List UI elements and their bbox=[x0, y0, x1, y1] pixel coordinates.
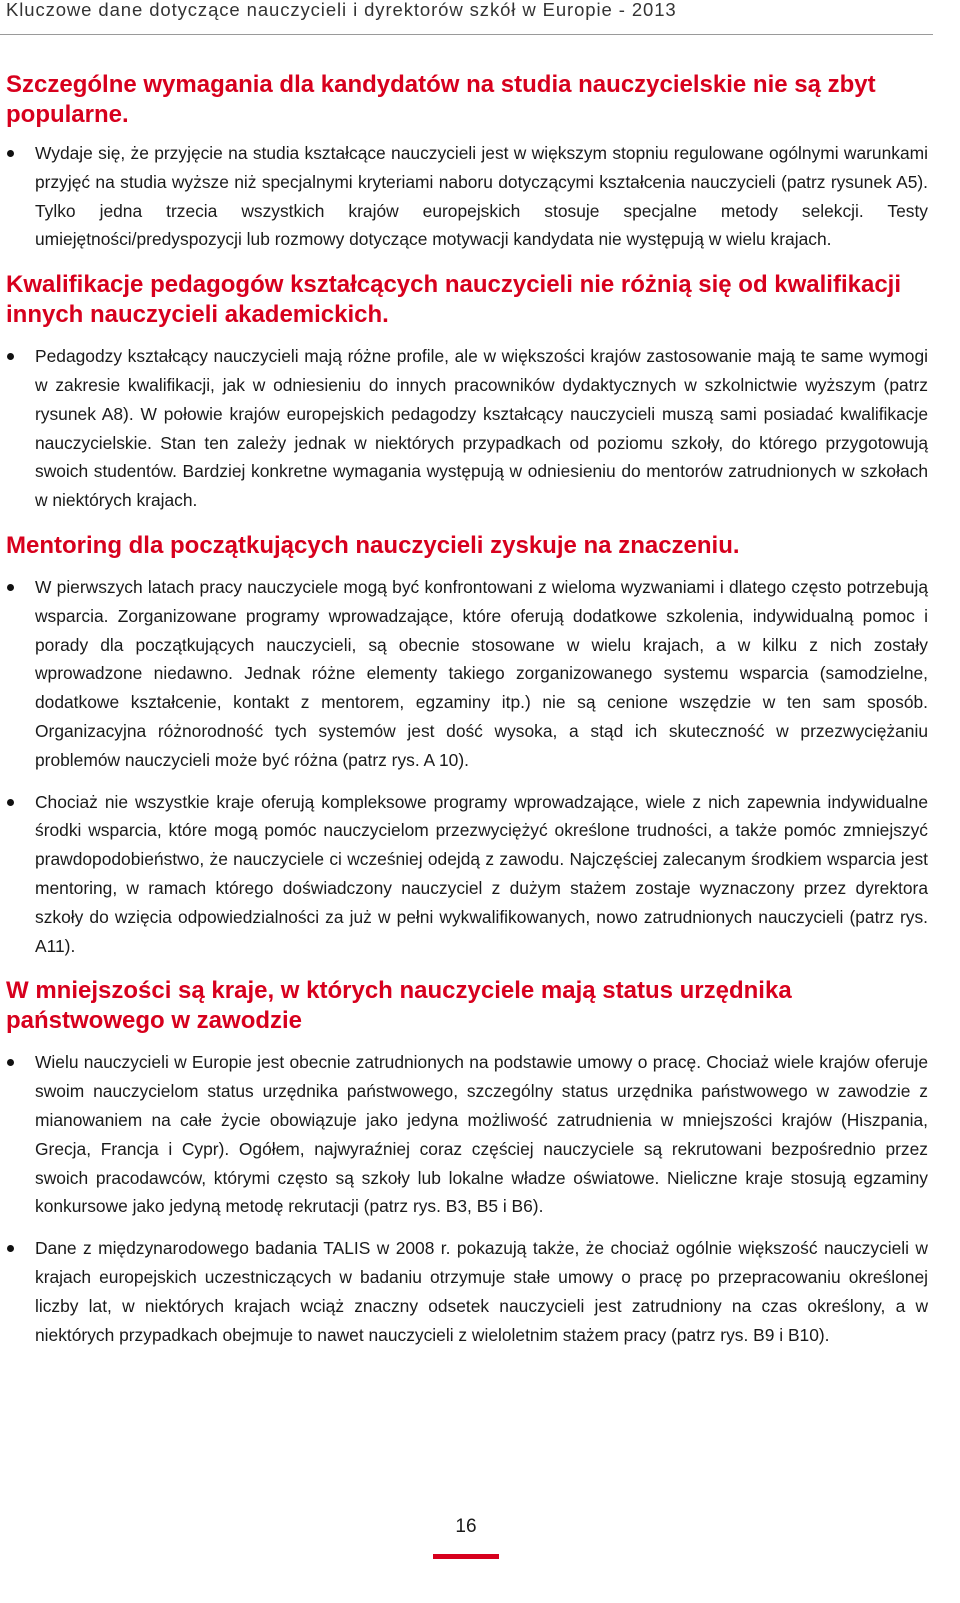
bullet-list bbox=[6, 573, 928, 960]
header-divider bbox=[0, 34, 933, 35]
section-heading: Mentoring dla początkujących nauczycieli zyskuje na znaczeniu. bbox=[6, 531, 740, 559]
page-number-underline bbox=[433, 1554, 499, 1559]
bullet-text: Dane z międzynarodowego badania TALIS w 2008 r. pokazują także, że chociaż ogólnie większość nauczycieli w krajach europejskich uczestniczących w badaniu otrzymuje stałe umowy o pracę po przepracowaniu określonej liczby lat, w niektórych krajach wciąż znaczny odsetek nauczycieli jest zatrudniony na czas określony, a w niektórych przypadkach obejmuje to nawet nauczycieli z wieloletnim stażem pracy (patrz rys. B9 i B10). bbox=[35, 1238, 928, 1345]
bullet-icon bbox=[7, 353, 14, 360]
bullet-item bbox=[6, 139, 928, 254]
bullet-item bbox=[6, 1234, 928, 1349]
section-heading: Szczególne wymagania dla kandydatów na studia nauczycielskie nie są zbyt popularne. bbox=[6, 71, 876, 128]
bullet-text: Chociaż nie wszystkie kraje oferują kompleksowe programy wprowadzające, wiele z nich zapewnia indywidualne środki wsparcia, które mogą pomóc nauczycielom przezwyciężyć określone trudności, a także pomóc zmniejszyć prawdopodobieństwo, że nauczyciele ci wcześniej odejdą z zawodu. Najczęściej zalecanym środkiem wsparcia jest mentoring, w ramach którego doświadczony nauczyciel z dużym stażem zostaje wyznaczony przez dyrektora szkoły do wzięcia odpowiedzialności za już w pełni wykwalifikowanych, nowo zatrudnionych nauczycieli (patrz rys. A11). bbox=[35, 791, 928, 956]
bullet-icon bbox=[7, 799, 14, 806]
section-teacher-educator-qualifications bbox=[6, 270, 928, 515]
bullet-icon bbox=[7, 150, 14, 157]
bullet-text: Wydaje się, że przyjęcie na studia kształcące nauczycieli jest w większym stopniu regulowane ogólnymi warunkami przyjęć na studia wyższe niż specjalnymi kryteriami naboru dotyczącymi kształcenia nauczycieli (patrz rysunek A5). Tylko jedna trzecia wszystkich krajów europejskich stosuje specjalne metody selekcji. Testy umiejętności/predyspozycji lub rozmowy dotyczące motywacji kandydata nie występują w wielu krajach. bbox=[35, 143, 928, 250]
bullet-item bbox=[6, 342, 928, 515]
bullet-item bbox=[6, 788, 928, 961]
bullet-item bbox=[6, 1048, 928, 1221]
bullet-text: Pedagodzy kształcący nauczycieli mają różne profile, ale w większości krajów zastosowanie mają te same wymogi w zakresie kwalifikacji, jak w odniesieniu do innych pracowników dydaktycznych w szkolnictwie wyższym (patrz rysunek A8). W połowie krajów europejskich pedagodzy kształcący nauczycieli muszą sami posiadać kwalifikacje nauczycielskie. Stan ten zależy jednak w niektórych przypadkach od poziomu szkoły, do którego przygotowują swoich studentów. Bardziej konkretne wymagania występują w odniesieniu do mentorów zatrudnionych w szkołach w niektórych krajach. bbox=[35, 346, 928, 511]
bullet-list bbox=[6, 139, 928, 254]
bullet-icon bbox=[7, 584, 14, 591]
bullet-icon bbox=[7, 1245, 14, 1252]
running-header-title: Kluczowe dane dotyczące nauczycieli i dyrektorów szkół w Europie - 2013 bbox=[6, 0, 677, 20]
section-civil-servant-status bbox=[6, 976, 928, 1349]
bullet-list bbox=[6, 1048, 928, 1349]
bullet-item bbox=[6, 573, 928, 775]
bullet-text: Wielu nauczycieli w Europie jest obecnie zatrudnionych na podstawie umowy o pracę. Chociaż wiele krajów oferuje swoim nauczycielom status urzędnika państwowego, szczególny status urzędnika państwowego w zawodzie z mianowaniem na całe życie obowiązuje jako jedyna możliwość zatrudnienia w mniejszości krajów (Hiszpania, Grecja, Francja i Cypr). Ogółem, najwyraźniej coraz częściej nauczyciele są rekrutowani bezpośrednio przez swoich pracodawców, którymi często są szkoły lub lokalne władze oświatowe. Nieliczne kraje stosują egzaminy konkursowe jako jedyną metodę rekrutacji (patrz rys. B3, B5 i B6). bbox=[35, 1052, 928, 1217]
bullet-icon bbox=[7, 1059, 14, 1066]
section-heading: W mniejszości są kraje, w których nauczyciele mają status urzędnika państwowego w zawodzie bbox=[6, 977, 792, 1035]
page-number: 16 bbox=[455, 1516, 477, 1537]
page-content bbox=[6, 70, 928, 1349]
bullet-text: W pierwszych latach pracy nauczyciele mogą być konfrontowani z wieloma wyzwaniami i dlatego często potrzebują wsparcia. Zorganizowane programy wprowadzające, które oferują dodatkowe szkolenia, indywidualną pomoc i porady dla początkujących nauczycieli, są obecnie stosowane w wielu krajach, a w kilku z nich zostały wprowadzone niedawno. Jednak różne elementy takiego zorganizowanego systemu wsparcia (samodzielne, dodatkowe kształcenie, kontakt z mentorem, egzaminy itp.) nie są cenione wszędzie w ten sam sposób. Organizacyjna różnorodność tych systemów jest dość wysoka, a stąd ich skuteczność w przezwyciężaniu problemów nauczycieli może być różna (patrz rys. A 10). bbox=[35, 576, 928, 770]
section-admission-requirements bbox=[6, 70, 928, 254]
bullet-list bbox=[6, 342, 928, 515]
section-mentoring bbox=[6, 531, 928, 960]
section-heading: Kwalifikacje pedagogów kształcących nauczycieli nie różnią się od kwalifikacji innych nauczycieli akademickich. bbox=[6, 271, 902, 329]
